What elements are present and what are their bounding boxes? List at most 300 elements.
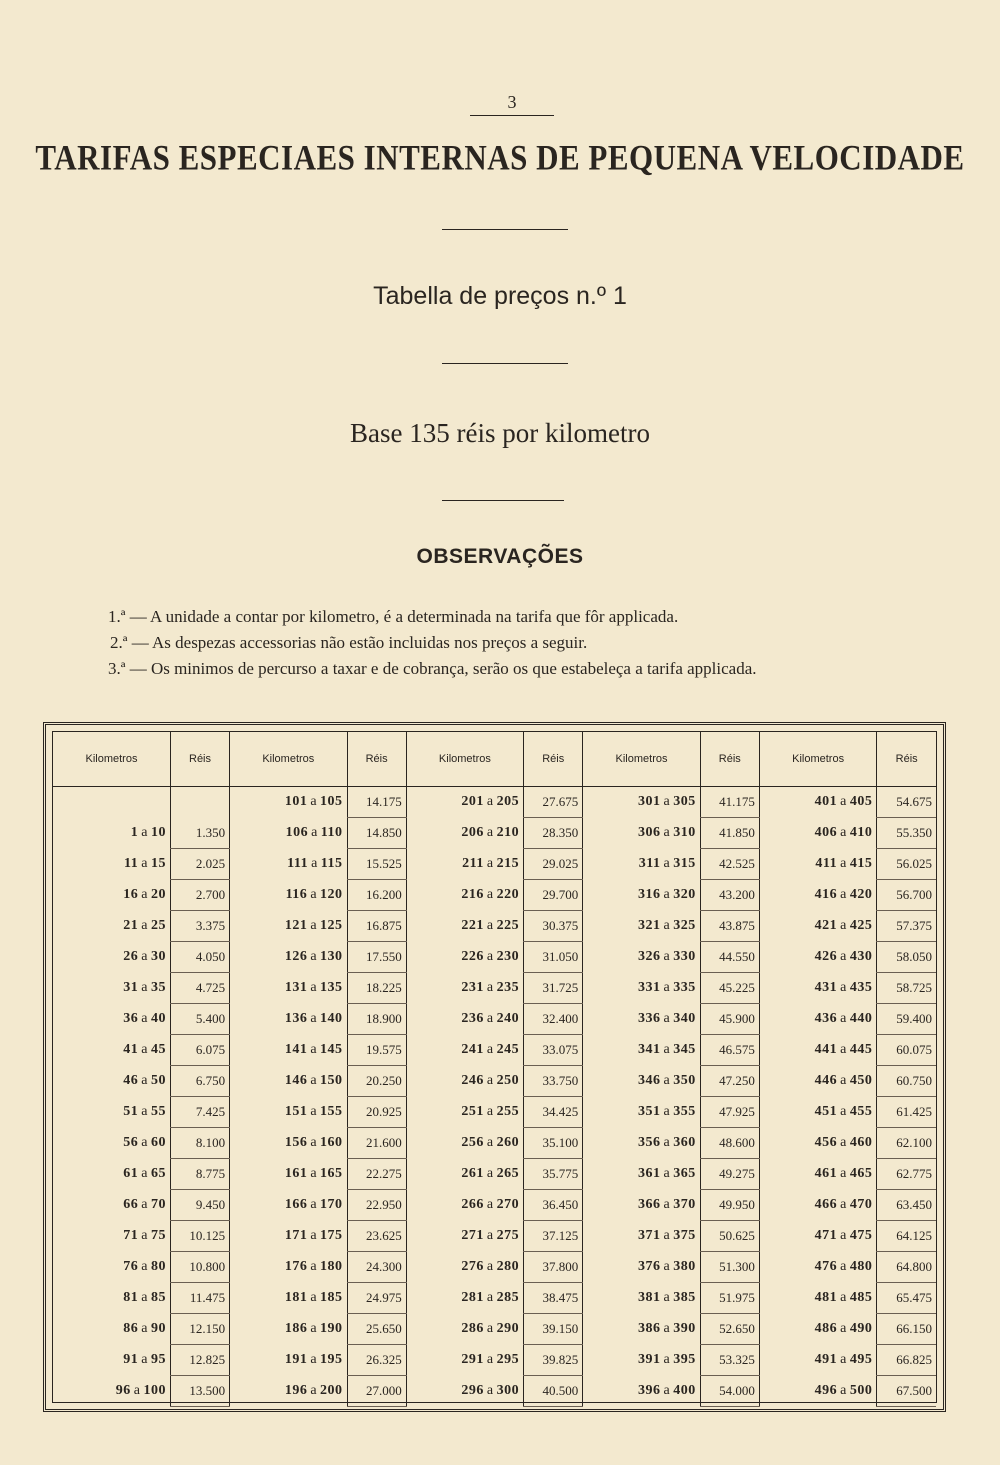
km-from: 201 <box>461 794 484 810</box>
km-from: 236 <box>461 1011 484 1026</box>
km-range-word: a <box>141 1321 148 1336</box>
km-to: 70 <box>150 1197 166 1212</box>
tariff-table-inner <box>52 731 937 1403</box>
reis-cell: 41.850 <box>700 818 759 849</box>
km-range-cell <box>230 1376 347 1407</box>
km-from: 301 <box>638 794 661 810</box>
km-to: 275 <box>496 1228 520 1243</box>
table-row <box>53 818 936 849</box>
km-from: 166 <box>284 1197 308 1212</box>
km-range-cell <box>583 1345 700 1376</box>
km-range-word: a <box>310 1042 318 1057</box>
km-range-cell <box>53 911 170 942</box>
km-to: 40 <box>150 1011 166 1026</box>
km-from: 171 <box>284 1228 308 1243</box>
km-range-cell <box>583 1035 700 1066</box>
km-to: 495 <box>849 1352 873 1367</box>
km-to: 385 <box>673 1290 696 1305</box>
km-to: 25 <box>150 918 166 933</box>
reis-cell: 62.100 <box>877 1128 936 1159</box>
km-to: 380 <box>673 1259 696 1274</box>
km-from: 146 <box>284 1073 308 1088</box>
km-from: 151 <box>284 1104 308 1119</box>
reis-cell: 18.225 <box>347 973 406 1004</box>
km-range-word: a <box>141 887 148 902</box>
km-to: 130 <box>320 949 343 964</box>
km-range-word: a <box>310 1290 318 1305</box>
km-to: 265 <box>496 1166 520 1181</box>
km-from: 56 <box>123 1135 139 1150</box>
km-from: 136 <box>284 1011 308 1026</box>
km-range-cell <box>406 1190 523 1221</box>
km-to: 340 <box>673 1011 696 1026</box>
km-from: 291 <box>461 1352 484 1367</box>
km-range-word: a <box>840 949 847 964</box>
km-from: 461 <box>814 1166 838 1181</box>
km-from: 196 <box>284 1383 308 1398</box>
table-row <box>53 1066 936 1097</box>
km-to: 480 <box>849 1259 873 1274</box>
km-to: 35 <box>150 980 166 995</box>
km-to: 55 <box>150 1104 166 1119</box>
km-to: 145 <box>320 1042 343 1057</box>
km-range-word: a <box>486 825 494 840</box>
reis-cell: 61.425 <box>877 1097 936 1128</box>
km-range-word: a <box>486 980 494 995</box>
reis-cell: 66.825 <box>877 1345 936 1376</box>
km-range-word: a <box>486 1197 494 1212</box>
km-from: 451 <box>814 1104 838 1119</box>
reis-cell: 13.500 <box>170 1376 229 1407</box>
reis-cell: 49.275 <box>700 1159 759 1190</box>
km-to: 280 <box>496 1259 520 1274</box>
km-range-word: a <box>310 1166 318 1181</box>
reis-cell: 35.775 <box>524 1159 583 1190</box>
km-from: 446 <box>814 1073 838 1088</box>
km-range-word: a <box>311 856 318 871</box>
km-range-cell <box>230 1314 347 1345</box>
column-header-reis: Réis <box>170 732 229 787</box>
km-from: 481 <box>814 1290 838 1305</box>
km-range-cell <box>406 818 523 849</box>
column-header-reis: Réis <box>700 732 759 787</box>
km-to: 135 <box>320 980 343 995</box>
table-row <box>53 849 936 880</box>
tariff-table-frame <box>43 722 946 1412</box>
km-range-word: a <box>840 1197 847 1212</box>
km-to: 65 <box>150 1166 166 1181</box>
observation-item: 2.ª — As despezas accessorias não estão incluidas nos preços a seguir. <box>110 633 588 652</box>
km-range-word: a <box>663 1383 671 1398</box>
km-to: 485 <box>849 1290 873 1305</box>
km-to: 395 <box>673 1352 696 1367</box>
km-range-cell <box>53 818 170 849</box>
km-to: 460 <box>849 1135 873 1150</box>
km-to: 235 <box>496 980 520 995</box>
km-range-cell <box>53 1066 170 1097</box>
observation-item: 1.ª — A unidade a contar por kilometro, é a determinada na tarifa que fôr applicada. <box>108 607 679 626</box>
km-range-cell <box>583 1190 700 1221</box>
reis-cell: 59.400 <box>877 1004 936 1035</box>
km-range-word: a <box>840 918 847 933</box>
page-title: TARIFAS ESPECIAES INTERNAS DE PEQUENA VELOCIDADE <box>35 137 965 178</box>
table-row <box>53 942 936 973</box>
km-from: 486 <box>814 1321 838 1336</box>
table-row <box>53 1314 936 1345</box>
km-range-word: a <box>486 1352 494 1367</box>
km-from: 66 <box>123 1197 139 1212</box>
km-to: 355 <box>673 1104 696 1119</box>
km-range-word: a <box>486 856 494 871</box>
km-range-cell <box>53 942 170 973</box>
reis-cell: 31.725 <box>524 973 583 1004</box>
km-to: 230 <box>496 949 520 964</box>
km-range-word: a <box>310 1259 318 1274</box>
km-from: 376 <box>638 1259 661 1274</box>
reis-cell: 57.375 <box>877 911 936 942</box>
table-row <box>53 1004 936 1035</box>
reis-cell: 2.025 <box>170 849 229 880</box>
km-range-word: a <box>486 887 494 902</box>
km-range-cell <box>583 1376 700 1407</box>
observations-list <box>108 604 908 682</box>
reis-cell: 7.425 <box>170 1097 229 1128</box>
km-to: 210 <box>496 825 520 840</box>
reis-cell: 2.700 <box>170 880 229 911</box>
km-from: 1 <box>130 825 139 840</box>
km-from: 126 <box>284 949 308 964</box>
km-from: 86 <box>123 1321 139 1336</box>
reis-cell <box>170 787 229 818</box>
reis-cell: 1.350 <box>170 818 229 849</box>
km-range-cell <box>406 1221 523 1252</box>
km-from: 391 <box>638 1352 661 1367</box>
km-range-cell <box>759 1283 876 1314</box>
reis-cell: 24.300 <box>347 1252 406 1283</box>
km-to: 105 <box>320 794 343 810</box>
reis-cell: 60.075 <box>877 1035 936 1066</box>
km-to: 95 <box>150 1352 166 1367</box>
km-from: 211 <box>462 856 484 871</box>
km-to: 310 <box>673 825 696 840</box>
base-divider <box>442 500 564 501</box>
km-range-word: a <box>486 1259 494 1274</box>
km-range-word: a <box>840 1166 847 1181</box>
km-from: 91 <box>123 1352 139 1367</box>
page-number: 3 <box>470 92 554 116</box>
km-range-cell <box>53 1035 170 1066</box>
km-range-cell <box>230 1159 347 1190</box>
km-to: 100 <box>143 1383 166 1398</box>
km-range-cell <box>230 818 347 849</box>
reis-cell: 50.625 <box>700 1221 759 1252</box>
km-range-word: a <box>663 1197 671 1212</box>
km-range-cell <box>53 1345 170 1376</box>
km-range-word: a <box>663 1166 671 1181</box>
km-range-word: a <box>141 918 148 933</box>
km-range-cell <box>406 1035 523 1066</box>
reis-cell: 20.925 <box>347 1097 406 1128</box>
km-range-cell <box>230 787 347 818</box>
reis-cell: 3.375 <box>170 911 229 942</box>
reis-cell: 15.525 <box>347 849 406 880</box>
km-range-cell <box>53 1376 170 1407</box>
km-to: 190 <box>320 1321 343 1336</box>
km-range-word: a <box>663 825 671 840</box>
km-range-cell <box>406 1159 523 1190</box>
km-range-word: a <box>486 1135 494 1150</box>
km-from: 396 <box>638 1383 661 1398</box>
reis-cell: 18.900 <box>347 1004 406 1035</box>
km-range-word: a <box>310 1352 318 1367</box>
km-range-word: a <box>840 825 847 840</box>
km-to: 370 <box>673 1197 696 1212</box>
km-from: 206 <box>461 825 484 840</box>
km-range-cell <box>53 849 170 880</box>
reis-cell: 60.750 <box>877 1066 936 1097</box>
km-range-cell <box>406 1128 523 1159</box>
reis-cell: 14.850 <box>347 818 406 849</box>
km-to: 440 <box>849 1011 873 1026</box>
km-from: 36 <box>123 1011 139 1026</box>
km-range-cell <box>759 1004 876 1035</box>
km-from: 286 <box>461 1321 484 1336</box>
km-from: 221 <box>461 918 484 933</box>
km-from: 276 <box>461 1259 484 1274</box>
km-range-word: a <box>663 1042 671 1057</box>
km-from: 341 <box>638 1042 661 1057</box>
km-range-cell <box>230 1097 347 1128</box>
km-to: 300 <box>496 1383 520 1398</box>
km-range-cell <box>759 1345 876 1376</box>
km-range-cell <box>53 787 170 818</box>
reis-cell: 64.800 <box>877 1252 936 1283</box>
km-from: 96 <box>115 1383 131 1398</box>
km-from: 156 <box>284 1135 308 1150</box>
km-range-cell <box>406 1004 523 1035</box>
column-header-kilometros: Kilometros <box>583 732 700 787</box>
km-to: 120 <box>320 887 343 902</box>
table-row <box>53 911 936 942</box>
km-to: 455 <box>849 1104 873 1119</box>
km-range-word: a <box>141 1042 148 1057</box>
km-to: 220 <box>496 887 520 902</box>
km-range-cell <box>759 1035 876 1066</box>
km-range-cell <box>759 1159 876 1190</box>
km-range-word: a <box>141 856 148 871</box>
reis-cell: 35.100 <box>524 1128 583 1159</box>
reis-cell: 17.550 <box>347 942 406 973</box>
table-row <box>53 1283 936 1314</box>
km-from: 491 <box>814 1352 838 1367</box>
km-from: 316 <box>638 887 661 902</box>
km-range-cell <box>406 1314 523 1345</box>
km-to: 80 <box>150 1259 166 1274</box>
km-from: 81 <box>123 1290 139 1305</box>
km-from: 256 <box>461 1135 484 1150</box>
km-range-word: a <box>663 794 671 810</box>
km-to: 445 <box>849 1042 873 1057</box>
reis-cell: 4.050 <box>170 942 229 973</box>
km-from: 71 <box>123 1228 139 1243</box>
km-to: 10 <box>150 825 166 840</box>
km-to: 365 <box>673 1166 696 1181</box>
km-range-word: a <box>311 825 318 840</box>
km-range-cell <box>230 942 347 973</box>
reis-cell: 10.800 <box>170 1252 229 1283</box>
km-from: 281 <box>461 1290 484 1305</box>
reis-cell: 31.050 <box>524 942 583 973</box>
km-to: 350 <box>673 1073 696 1088</box>
km-to: 240 <box>496 1011 520 1026</box>
km-range-cell <box>583 911 700 942</box>
column-header-kilometros: Kilometros <box>759 732 876 787</box>
km-from: 346 <box>638 1073 661 1088</box>
km-from: 311 <box>638 856 661 871</box>
km-from: 26 <box>123 949 139 964</box>
km-range-word: a <box>141 1073 148 1088</box>
reis-cell: 56.700 <box>877 880 936 911</box>
km-range-cell <box>759 1252 876 1283</box>
column-header-reis: Réis <box>877 732 936 787</box>
km-range-cell <box>53 1097 170 1128</box>
km-to: 450 <box>849 1073 873 1088</box>
km-from: 121 <box>284 918 308 933</box>
table-row <box>53 1035 936 1066</box>
reis-cell: 47.925 <box>700 1097 759 1128</box>
km-to: 150 <box>320 1073 343 1088</box>
km-to: 205 <box>496 794 520 810</box>
km-range-cell <box>406 973 523 1004</box>
km-range-word: a <box>141 1228 148 1243</box>
km-from: 231 <box>461 980 484 995</box>
km-range-cell <box>759 911 876 942</box>
km-range-word: a <box>663 887 671 902</box>
reis-cell: 51.975 <box>700 1283 759 1314</box>
reis-cell: 19.575 <box>347 1035 406 1066</box>
reis-cell: 62.775 <box>877 1159 936 1190</box>
km-to: 185 <box>320 1290 343 1305</box>
km-to: 245 <box>496 1042 520 1057</box>
reis-cell: 27.000 <box>347 1376 406 1407</box>
reis-cell: 52.650 <box>700 1314 759 1345</box>
km-to: 360 <box>673 1135 696 1150</box>
subtitle-divider <box>442 363 568 364</box>
table-row <box>53 787 936 818</box>
km-from: 21 <box>123 918 139 933</box>
reis-cell: 39.825 <box>524 1345 583 1376</box>
km-range-word: a <box>310 949 318 964</box>
table-body <box>53 787 936 1407</box>
km-range-word: a <box>486 949 494 964</box>
km-from: 46 <box>123 1073 139 1088</box>
km-range-word: a <box>840 1259 847 1274</box>
km-to: 330 <box>673 949 696 964</box>
reis-cell: 36.450 <box>524 1190 583 1221</box>
observations-heading: OBSERVAÇÕES <box>416 545 584 568</box>
km-from: 161 <box>284 1166 308 1181</box>
km-range-cell <box>406 1097 523 1128</box>
reis-cell: 25.650 <box>347 1314 406 1345</box>
km-range-word: a <box>310 1135 318 1150</box>
table-row <box>53 1221 936 1252</box>
reis-cell: 38.475 <box>524 1283 583 1314</box>
km-range-word: a <box>840 1011 847 1026</box>
km-range-cell <box>759 1128 876 1159</box>
reis-cell: 56.025 <box>877 849 936 880</box>
km-to: 420 <box>849 887 873 902</box>
km-to: 325 <box>673 918 696 933</box>
price-table-subtitle: Tabella de preços n.º 1 <box>373 282 627 310</box>
km-range-word: a <box>663 1104 671 1119</box>
column-header-reis: Réis <box>524 732 583 787</box>
km-from: 61 <box>123 1166 139 1181</box>
km-to: 400 <box>673 1383 696 1398</box>
base-value: 135 <box>409 418 450 448</box>
table-row <box>53 1252 936 1283</box>
km-to: 20 <box>150 887 166 902</box>
km-range-cell <box>406 911 523 942</box>
km-range-word: a <box>310 794 318 810</box>
km-to: 225 <box>496 918 520 933</box>
km-range-word: a <box>663 980 671 995</box>
km-range-word: a <box>486 1228 494 1243</box>
km-range-cell <box>53 1159 170 1190</box>
reis-cell: 33.750 <box>524 1066 583 1097</box>
km-from: 356 <box>638 1135 661 1150</box>
km-from: 336 <box>638 1011 661 1026</box>
km-range-word: a <box>486 1104 494 1119</box>
km-range-cell <box>53 880 170 911</box>
km-from: 306 <box>638 825 661 840</box>
km-range-cell <box>583 1066 700 1097</box>
km-range-cell <box>759 942 876 973</box>
km-range-cell <box>759 880 876 911</box>
km-to: 435 <box>849 980 873 995</box>
km-range-cell <box>583 849 700 880</box>
base-rate-line <box>0 418 1000 449</box>
km-to: 285 <box>496 1290 520 1305</box>
reis-cell: 49.950 <box>700 1190 759 1221</box>
km-to: 110 <box>320 825 343 840</box>
km-to: 255 <box>496 1104 520 1119</box>
reis-cell: 43.200 <box>700 880 759 911</box>
reis-cell: 8.775 <box>170 1159 229 1190</box>
reis-cell: 6.075 <box>170 1035 229 1066</box>
table-row <box>53 1376 936 1407</box>
km-range-cell <box>583 1221 700 1252</box>
km-range-cell <box>406 1376 523 1407</box>
km-range-word: a <box>310 1073 318 1088</box>
km-to: 315 <box>673 856 696 871</box>
km-range-cell <box>583 942 700 973</box>
km-to: 175 <box>320 1228 343 1243</box>
km-range-cell <box>759 1314 876 1345</box>
km-range-word: a <box>310 1228 318 1243</box>
km-to: 60 <box>150 1135 166 1150</box>
km-range-cell <box>230 849 347 880</box>
km-range-word: a <box>486 1011 494 1026</box>
km-to: 75 <box>150 1228 166 1243</box>
km-from: 456 <box>814 1135 838 1150</box>
reis-cell: 42.525 <box>700 849 759 880</box>
reis-cell: 23.625 <box>347 1221 406 1252</box>
km-from: 31 <box>123 980 139 995</box>
km-from: 386 <box>638 1321 661 1336</box>
km-range-word: a <box>141 1352 148 1367</box>
km-to: 250 <box>496 1073 520 1088</box>
km-range-word: a <box>310 1197 318 1212</box>
